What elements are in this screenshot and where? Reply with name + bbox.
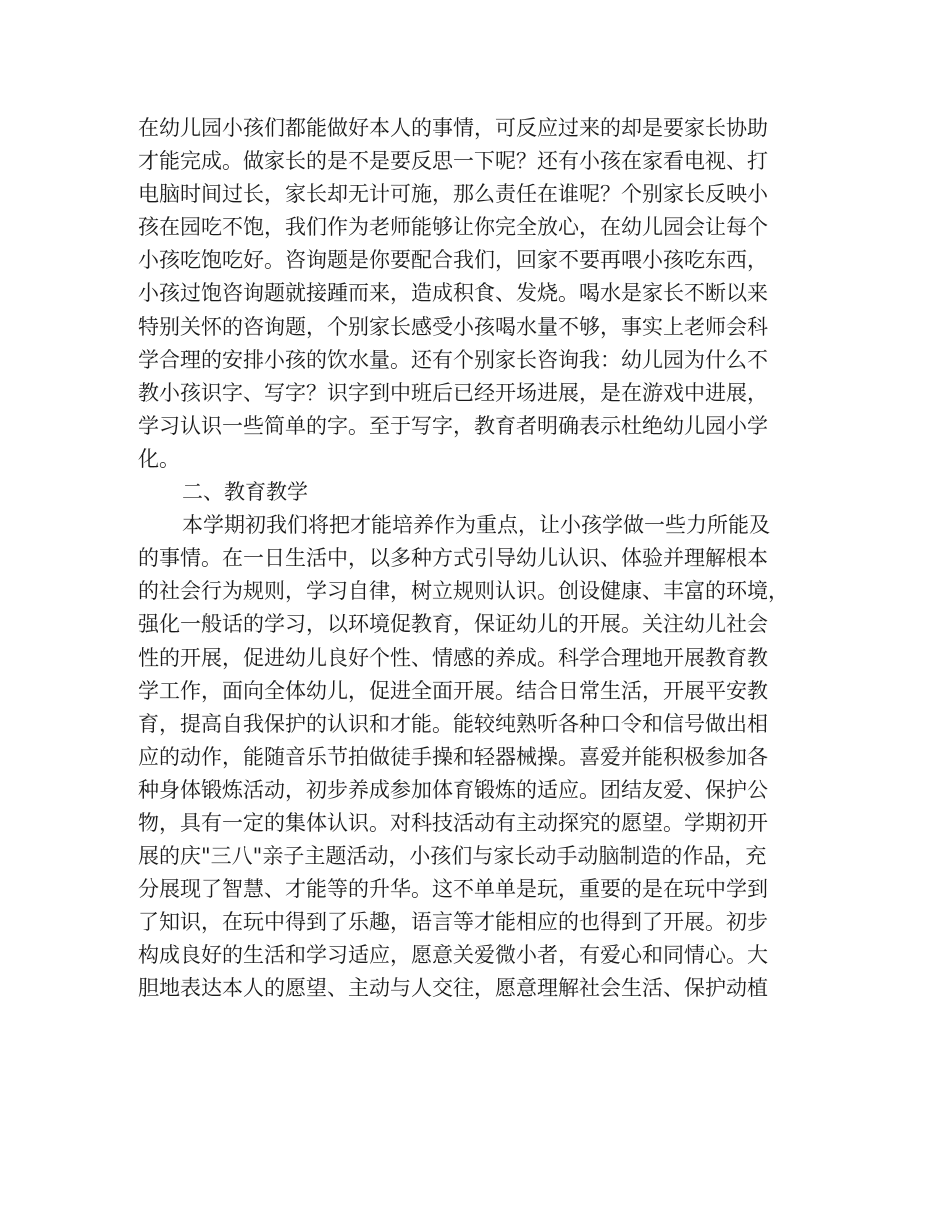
text-line: 孩在园吃不饱，我们作为老师能够让你完全放心，在幼儿园会让每个 bbox=[138, 215, 768, 240]
text-line: 构成良好的生活和学习适应，愿意关爱微小者，有爱心和同情心。大 bbox=[138, 943, 768, 968]
text-line: 化。 bbox=[138, 446, 180, 471]
text-line: 小孩吃饱吃好。咨询题是你要配合我们，回家不要再喂小孩吃东西， bbox=[138, 248, 768, 273]
text-line: 学习认识一些简单的字。至于写字，教育者明确表示杜绝幼儿园小学 bbox=[138, 413, 768, 438]
paragraph-first-line: 本学期初我们将把才能培养作为重点，让小孩学做一些力所能及 bbox=[182, 513, 770, 538]
text-line: 的社会行为规则，学习自律，树立规则认识。创设健康、丰富的环境， bbox=[138, 579, 789, 604]
text-line: 特别关怀的咨询题，个别家长感受小孩喝水量不够，事实上老师会科 bbox=[138, 314, 768, 339]
text-line: 分展现了智慧、才能等的升华。这不单单是玩，重要的是在玩中学到 bbox=[138, 877, 768, 902]
text-line: 种身体锻炼活动，初步养成参加体育锻炼的适应。团结友爱、保护公 bbox=[138, 777, 768, 802]
text-line: 性的开展，促进幼儿良好个性、情感的养成。科学合理地开展教育教 bbox=[138, 645, 768, 670]
text-line: 展的庆"三八"亲子主题活动，小孩们与家长动手动脑制造的作品，充 bbox=[138, 844, 767, 869]
text-line: 了知识，在玩中得到了乐趣，语言等才能相应的也得到了开展。初步 bbox=[138, 910, 768, 935]
text-line: 学工作，面向全体幼儿，促进全面开展。结合日常生活，开展平安教 bbox=[138, 678, 768, 703]
text-line: 育，提高自我保护的认识和才能。能较纯熟听各种口令和信号做出相 bbox=[138, 711, 768, 736]
text-line: 才能完成。做家长的是不是要反思一下呢？还有小孩在家看电视、打 bbox=[138, 149, 768, 174]
section-heading: 二、教育教学 bbox=[182, 480, 308, 505]
text-line: 的事情。在一日生活中，以多种方式引导幼儿认识、体验并理解根本 bbox=[138, 546, 768, 571]
text-line: 小孩过饱咨询题就接踵而来，造成积食、发烧。喝水是家长不断以来 bbox=[138, 281, 768, 306]
text-line: 在幼儿园小孩们都能做好本人的事情，可反应过来的却是要家长协助 bbox=[138, 116, 768, 140]
text-line: 学合理的安排小孩的饮水量。还有个别家长咨询我：幼儿园为什么不 bbox=[138, 347, 768, 372]
text-line: 教小孩识字、写字？识字到中班后已经开场进展，是在游戏中进展， bbox=[138, 380, 768, 405]
body-text bbox=[138, 112, 838, 1006]
text-line: 物，具有一定的集体认识。对科技活动有主动探究的愿望。学期初开 bbox=[138, 810, 768, 835]
text-line: 强化一般话的学习，以环境促教育，保证幼儿的开展。关注幼儿社会 bbox=[138, 612, 768, 637]
text-line: 胆地表达本人的愿望、主动与人交往，愿意理解社会生活、保护动植 bbox=[138, 976, 768, 1001]
text-line: 应的动作，能随音乐节拍做徒手操和轻器械操。喜爱并能积极参加各 bbox=[138, 744, 768, 769]
text-line: 电脑时间过长，家长却无计可施，那么责任在谁呢？个别家长反映小 bbox=[138, 182, 768, 207]
